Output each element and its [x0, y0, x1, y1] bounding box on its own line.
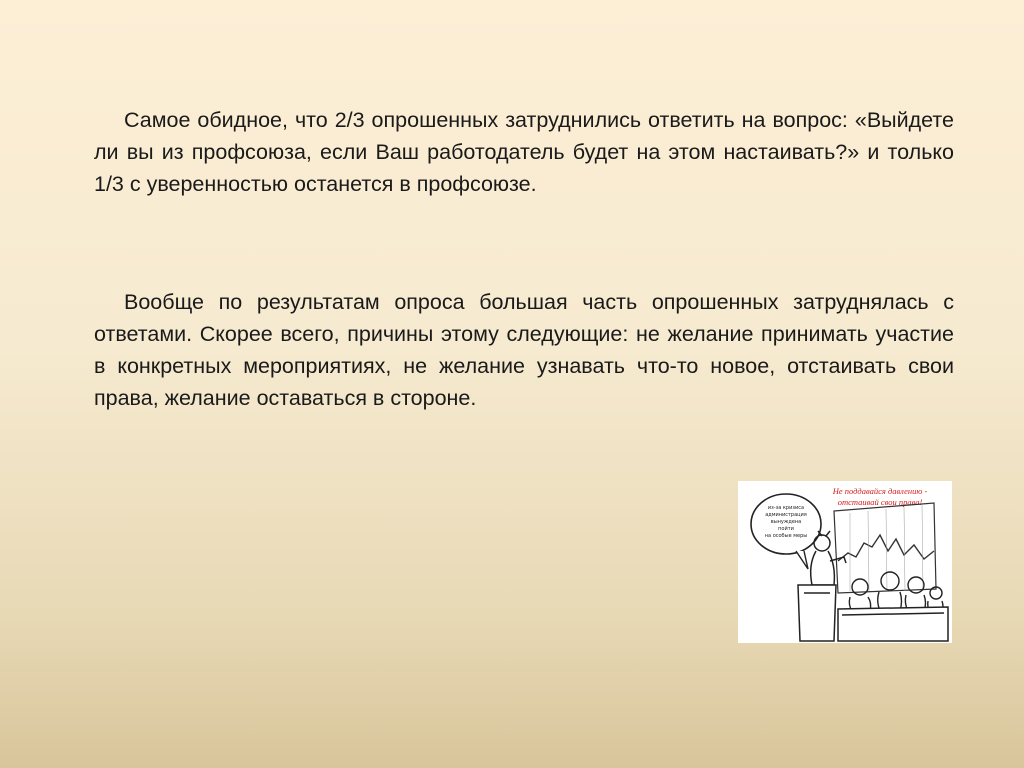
speech-line-5: на особые меры — [764, 533, 808, 539]
podium — [798, 585, 836, 641]
table — [838, 607, 948, 641]
speech-line-2: администрация — [765, 512, 807, 518]
speech-line-1: из-за кризиса — [767, 505, 805, 511]
speech-line-4: пойти — [778, 526, 794, 532]
cartoon-caption-line-1: Не поддавайся давлению - — [832, 486, 928, 496]
cartoon-illustration — [738, 481, 952, 643]
speech-line-3: вынуждена — [770, 519, 802, 525]
paragraph-survey-conclusion: Вообще по результатам опроса большая часть опрошенных затруднялась с ответами. Скорее всего, причины этому следующие: не желание принимать участие в конкретных мероприятиях, не желание узнавать что-то новое, отстаивать свои права, желание оставаться в стороне. — [94, 290, 954, 410]
cartoon-caption-line-2: отстаивай свои права! — [837, 497, 923, 507]
paragraph-survey-result: Самое обидное, что 2/3 опрошенных затруднились ответить на вопрос: «Выйдете ли вы из профсоюза, если Ваш работодатель будет на этом настаивать?» и только 1/3 с уверенностью останется в профсоюзе. — [94, 108, 954, 196]
wall-chart — [834, 503, 936, 593]
